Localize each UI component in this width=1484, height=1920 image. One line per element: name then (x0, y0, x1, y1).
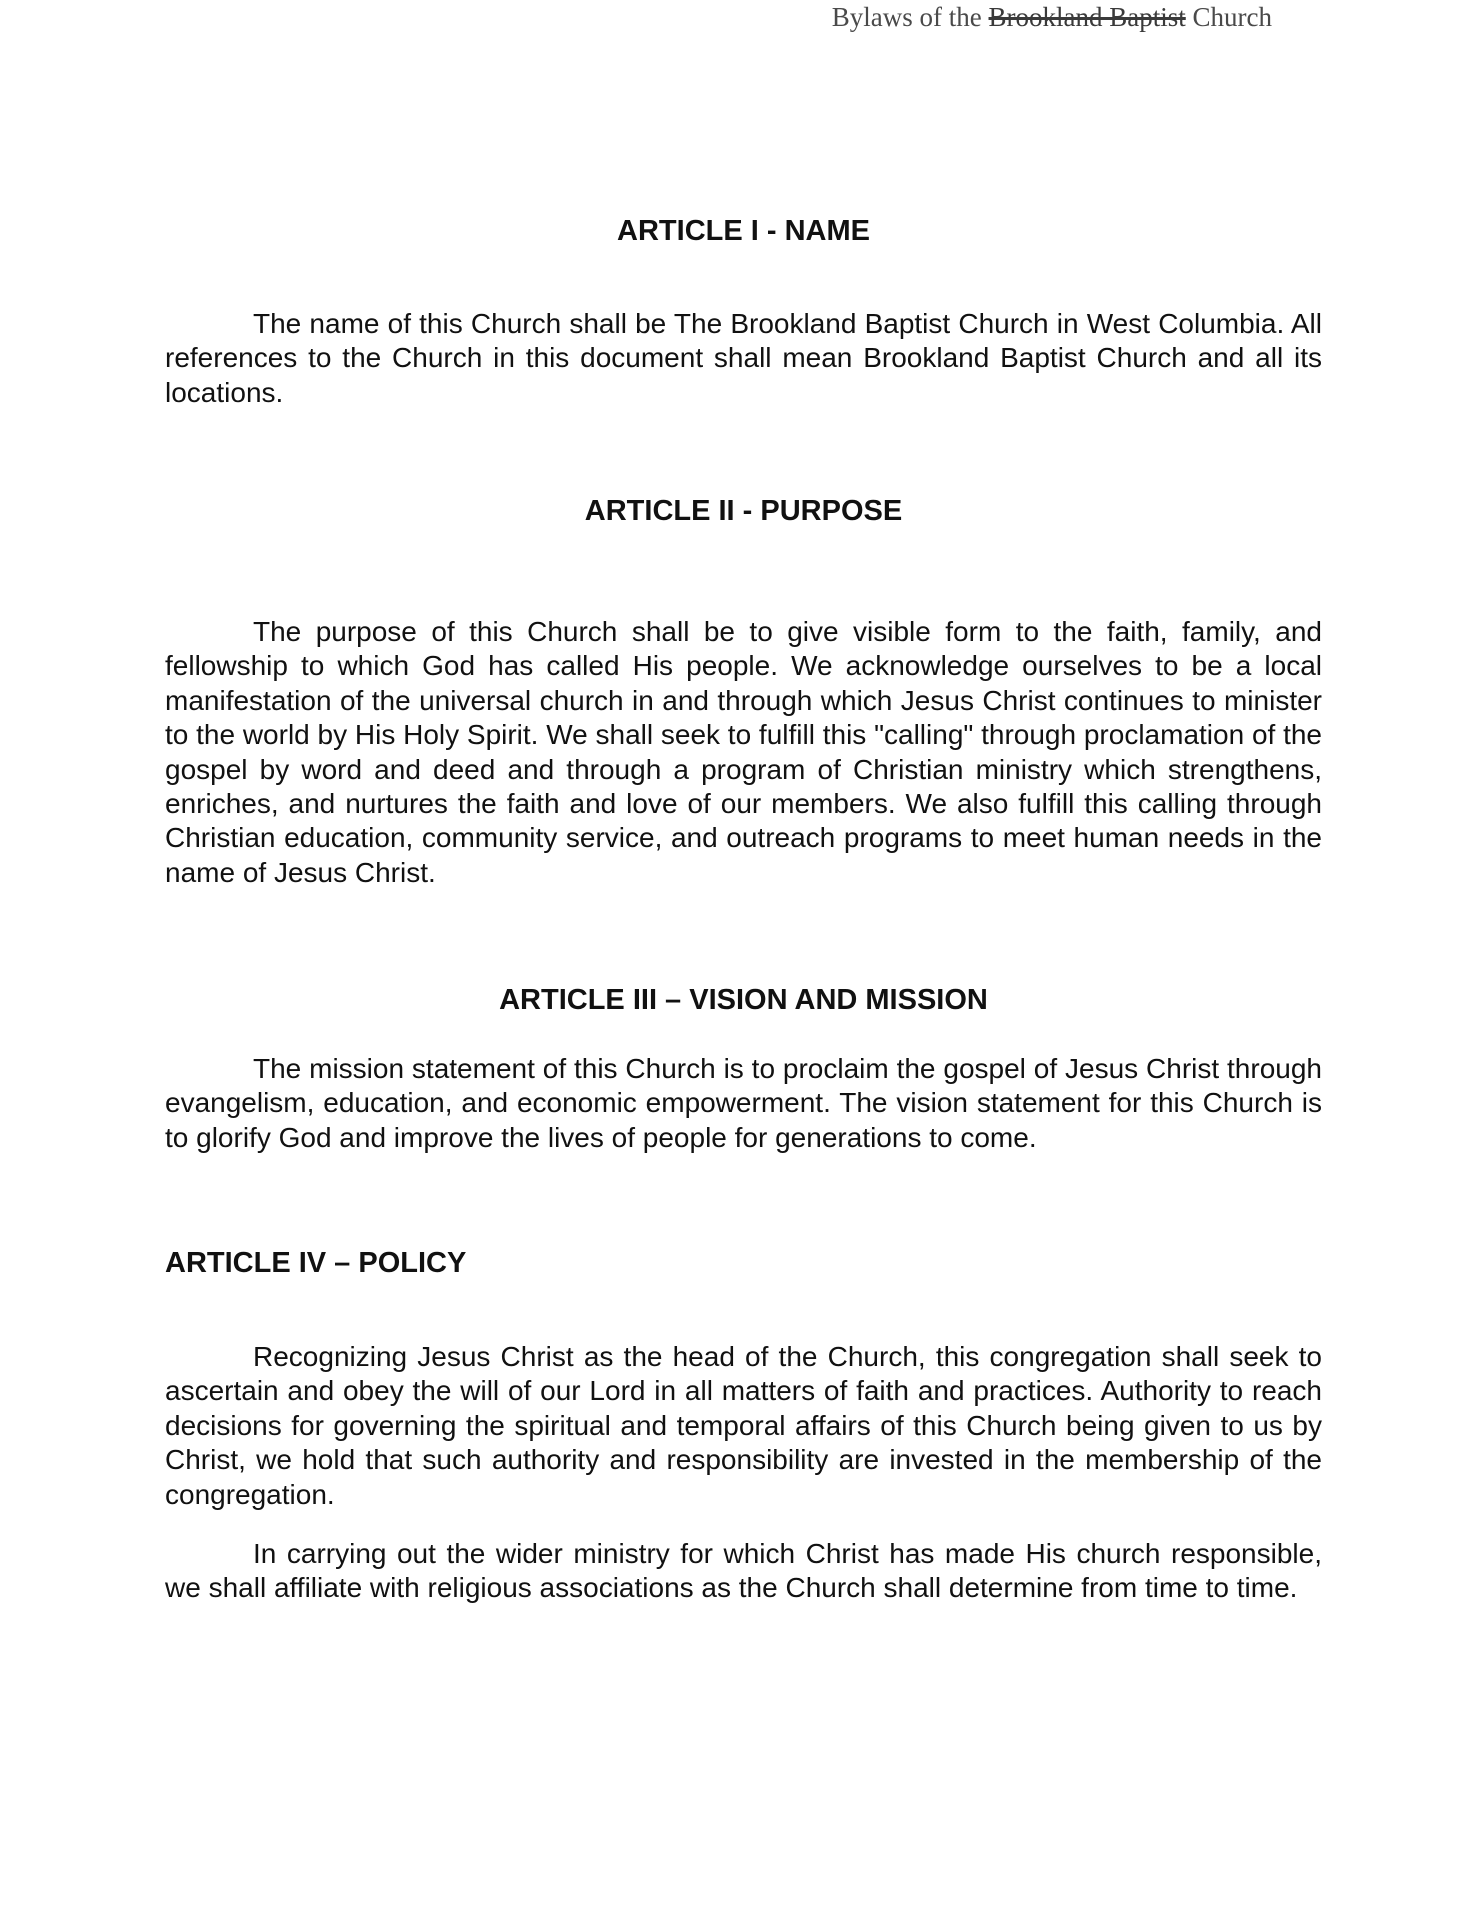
header-prefix: Bylaws of the (831, 2, 989, 32)
running-header (832, 2, 1272, 33)
article-4-paragraph-1: Recognizing Jesus Christ as the head of the Church, this congregation shall seek to ascertain and obey the will of our Lord in all matters of faith and practices. Authority to reach decisions for governing the spiritual and temporal affairs of this Church being given to us by Christ, we hold that such authority and responsibility are invested in the membership of the congregation. (165, 1341, 1322, 1510)
article-4-paragraph-2: In carrying out the wider ministry for which Christ has made His church responsible, we shall affiliate with religious associations as the Church shall determine from time to time. (165, 1538, 1322, 1604)
article-3-paragraph: The mission statement of this Church is to proclaim the gospel of Jesus Christ through evangelism, education, and economic empowerment. The vision statement for this Church is to glorify God and improve the lives of people for generations to come. (165, 1053, 1322, 1153)
article-3-heading: ARTICLE III – VISION AND MISSION (499, 984, 988, 1016)
article-2-heading: ARTICLE II - PURPOSE (584, 495, 903, 527)
article-1-paragraph: The name of this Church shall be The Brookland Baptist Church in West Columbia. All references to the Church in this document shall mean Brookland Baptist Church and all its locations. (165, 308, 1322, 408)
article-2-paragraph: The purpose of this Church shall be to give visible form to the faith, family, and fellowship to which God has called His people. We acknowledge ourselves to be a local manifestation of the universal church in and through which Jesus Christ continues to minister to the world by His Holy Spirit. We shall seek to fulfill this "calling" through proclamation of the gospel by word and deed and through a program of Christian ministry which strengthens, enriches, and nurtures the faith and love of our members. We also fulfill this calling through Christian education, community service, and outreach programs to meet human needs in the name of Jesus Christ. (165, 616, 1322, 888)
header-struck-text: Brookland Baptist (988, 2, 1186, 32)
header-suffix: Church (1185, 2, 1272, 32)
article-1-heading: ARTICLE I - NAME (617, 215, 870, 247)
article-4-heading: ARTICLE IV – POLICY (165, 1247, 467, 1279)
